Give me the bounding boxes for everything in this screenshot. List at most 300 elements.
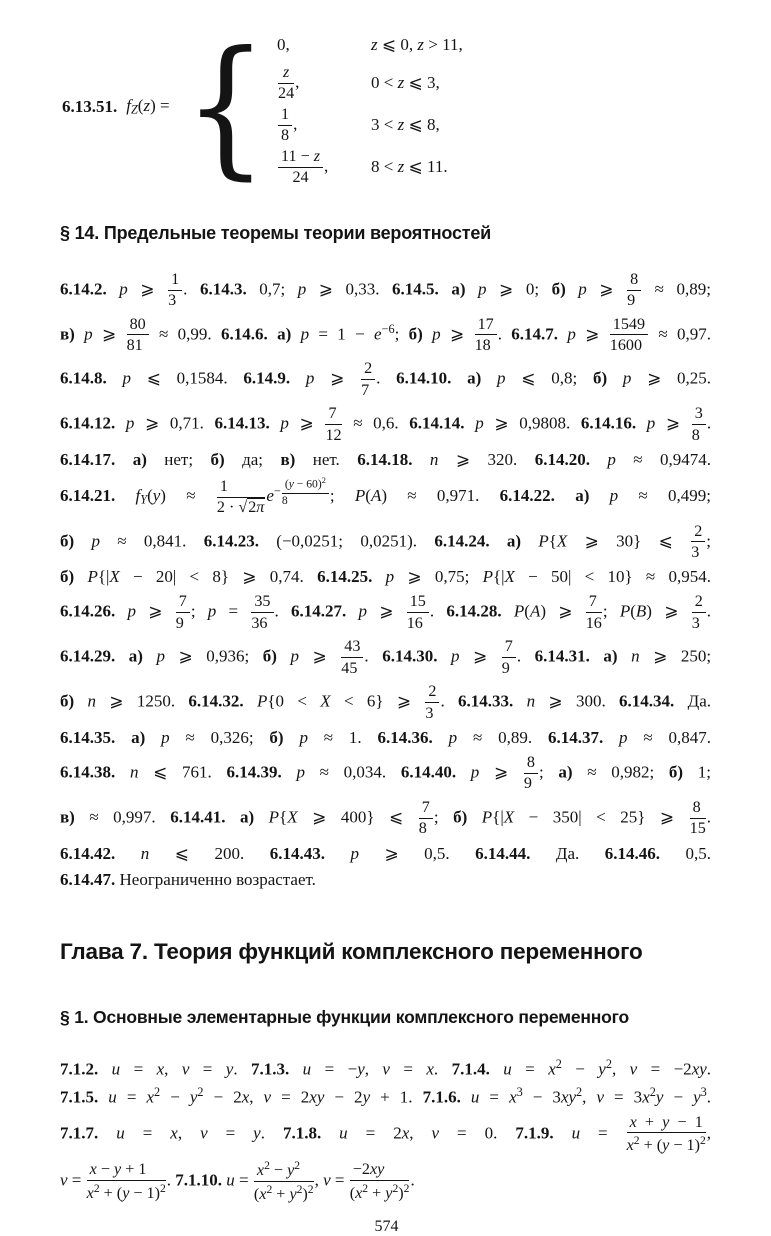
text-run — [107, 279, 120, 298]
text-run: Да. — [674, 691, 711, 711]
math-var: v — [596, 1087, 604, 1107]
fraction — [86, 1161, 167, 1202]
text-run — [589, 486, 609, 505]
text-run — [554, 1123, 572, 1142]
text-run: 18 — [474, 336, 491, 354]
fraction-numerator — [168, 271, 182, 291]
text-run: 24 — [292, 169, 309, 187]
text-run: , — [324, 156, 329, 176]
bold-run: а) — [131, 728, 146, 748]
bold-run: б) — [592, 368, 608, 388]
fraction-denominator — [407, 613, 429, 632]
bold-run: 7.1.4. — [451, 1059, 490, 1079]
text-run: 16 — [585, 614, 602, 632]
fraction — [418, 799, 434, 838]
text-run — [115, 728, 131, 747]
math-var: x — [401, 1122, 410, 1142]
bold-run: 7.1.3. — [251, 1059, 290, 1079]
math-var: e — [374, 323, 382, 343]
text-run: 2 — [699, 1133, 706, 1147]
text-run: = 1 − — [309, 323, 375, 343]
bold-run: 6.14.35. — [60, 728, 116, 748]
text-run: ( — [147, 486, 153, 506]
text-run: 0,7; — [246, 278, 298, 298]
bold-run: б) — [60, 691, 75, 711]
math-var: p — [450, 646, 460, 666]
text-run: 2 — [294, 1159, 301, 1173]
text-run: 8 — [526, 754, 535, 772]
bold-run: а) — [277, 323, 292, 343]
math-var: v — [431, 1122, 440, 1142]
text-run: ) ⩾ — [540, 601, 585, 621]
text-run: 9 — [501, 659, 510, 677]
text-run — [225, 807, 240, 826]
text-run — [115, 602, 127, 621]
text-run — [115, 844, 141, 863]
answers-paragraph-7-1 — [60, 1054, 711, 1207]
bold-run: а) — [467, 368, 482, 388]
text-run: , — [409, 1122, 432, 1142]
text-run: . — [429, 601, 447, 621]
text-run: = — [120, 1059, 157, 1079]
text-run: ≈ 0,9474. — [615, 450, 712, 470]
fraction — [691, 405, 707, 444]
text-run: ⩾ 400} ⩽ — [297, 807, 418, 827]
fraction-denominator — [176, 613, 190, 632]
math-var: P — [354, 486, 366, 506]
text-run: ) = — [150, 96, 170, 116]
bold-run: 6.14.47. — [60, 869, 116, 889]
math-var: x — [241, 1087, 250, 1107]
fraction — [626, 1114, 707, 1155]
text-run: ) — [398, 1184, 404, 1202]
math-var: P — [481, 807, 493, 827]
text-run — [270, 414, 281, 433]
math-var: P — [538, 530, 549, 550]
math-var: p — [478, 278, 487, 298]
math-var: p — [567, 323, 576, 343]
fraction-denominator — [690, 819, 706, 838]
text-run: {| — [492, 567, 505, 587]
math-var: v — [60, 1170, 68, 1190]
bold-run: 6.14.2. — [60, 278, 107, 298]
bold-run: 6.14.3. — [199, 278, 247, 298]
text-run: = — [580, 1122, 626, 1142]
text-run — [282, 762, 297, 781]
text-run — [74, 531, 91, 550]
text-run: . — [376, 368, 397, 388]
text-run: , — [249, 1087, 264, 1107]
fraction-numerator — [176, 593, 190, 613]
math-var: A — [370, 486, 382, 506]
text-run: ) ≈ 0,971. — [381, 486, 500, 506]
math-var: p — [122, 368, 131, 388]
text-run: ≈ 0,499; — [618, 486, 712, 506]
text-run: − 1) — [129, 1184, 160, 1202]
text-run: ≈ 0,841. — [99, 530, 204, 550]
fraction-denominator — [475, 335, 497, 354]
text-run: { — [279, 807, 288, 827]
text-run: , — [293, 114, 298, 134]
text-run: 1 — [219, 477, 228, 495]
text-run: ≈ 0,89; — [642, 278, 712, 298]
fraction-numerator — [278, 148, 323, 168]
math-var: y — [287, 1162, 295, 1180]
text-run: 1549 — [612, 315, 646, 333]
text-run — [284, 728, 300, 747]
text-run: ⩾ — [136, 601, 175, 621]
text-run: − — [663, 1087, 694, 1107]
text-run: . — [706, 807, 712, 827]
text-run: = 2 — [347, 1122, 402, 1142]
fraction-denominator — [361, 380, 375, 399]
fraction — [277, 148, 324, 187]
math-var: p — [125, 413, 135, 433]
text-run: . — [706, 413, 712, 433]
math-var: X — [556, 530, 568, 550]
text-run: 9 — [627, 292, 636, 310]
fraction — [281, 476, 330, 507]
text-run — [115, 486, 135, 505]
text-run: − 2 — [203, 1087, 242, 1107]
answer-line — [60, 1157, 711, 1206]
bold-run: 7.1.2. — [60, 1059, 99, 1079]
text-run: 2 — [694, 522, 703, 540]
bold-run: б) — [262, 646, 277, 666]
math-var: p — [609, 486, 619, 506]
text-run: ⩾ — [127, 278, 168, 298]
fraction-denominator — [610, 335, 648, 354]
answer-line — [60, 590, 711, 635]
math-var: y — [362, 1087, 371, 1107]
bold-run: 6.14.17. — [60, 450, 116, 470]
bold-run: в) — [280, 450, 296, 470]
math-var: p — [350, 843, 359, 863]
text-run: 8 — [630, 270, 639, 288]
math-var: z — [143, 96, 151, 116]
text-run: ≈ 0,99. — [149, 323, 221, 343]
bold-run: 6.14.39. — [226, 762, 282, 782]
text-run: 2 — [694, 593, 703, 611]
bold-run: а) — [558, 762, 573, 782]
text-run — [290, 369, 306, 388]
case-row — [277, 148, 463, 187]
bold-run: а) — [132, 450, 147, 470]
text-run: ≈ 0,97. — [649, 323, 712, 343]
text-run: нет; — [146, 450, 211, 470]
text-run: = — [511, 1059, 549, 1079]
text-run: ⩾ 300. — [535, 691, 620, 711]
text-run — [423, 324, 432, 343]
text-run: 2 — [264, 1159, 270, 1173]
text-run: 2 — [576, 1085, 583, 1100]
fraction-numerator — [217, 478, 266, 498]
math-var: y — [655, 1087, 664, 1107]
text-run — [513, 692, 526, 711]
math-var: x — [548, 1059, 556, 1079]
math-var: z — [282, 64, 290, 81]
text-run: ⩾ 1250. — [95, 691, 189, 711]
math-var: X — [503, 807, 515, 827]
bold-run: 6.14.41. — [170, 807, 226, 827]
superscript — [404, 1182, 410, 1195]
bold-run: 6.14.43. — [269, 843, 325, 863]
math-var: Y — [140, 492, 148, 507]
text-run: . — [364, 646, 383, 666]
text-run — [115, 414, 126, 433]
text-run: , — [706, 1122, 712, 1142]
case-value — [277, 106, 371, 145]
text-run: − 350| < 25} ⩾ — [514, 807, 689, 827]
math-var: p — [299, 728, 308, 748]
math-var: p — [297, 278, 307, 298]
answer-line — [60, 357, 711, 402]
text-run: < 6} ⩾ — [330, 691, 425, 711]
math-var: x — [626, 1136, 634, 1154]
bold-run: 6.14.37. — [547, 728, 604, 748]
answer-line — [60, 268, 711, 313]
text-run: 45 — [341, 659, 358, 677]
math-var: x — [426, 1059, 434, 1079]
math-var: f — [135, 486, 141, 506]
fraction-denominator — [127, 335, 149, 354]
fraction-denominator — [692, 613, 706, 632]
fraction — [523, 754, 539, 793]
math-var: Z — [130, 103, 138, 118]
case-value — [277, 35, 371, 55]
cases-list — [277, 28, 463, 187]
text-run — [607, 369, 623, 388]
text-run: 2 — [296, 1182, 303, 1196]
math-var: xy — [369, 1161, 385, 1179]
math-var: x — [89, 1161, 97, 1179]
text-run: = — [479, 1087, 510, 1107]
text-run: 7 — [421, 798, 430, 816]
superscript — [273, 476, 330, 508]
math-var: P — [268, 807, 280, 827]
superscript — [294, 1159, 300, 1172]
text-run: 15 — [689, 820, 706, 838]
fraction-numerator — [419, 799, 433, 819]
text-run: ; — [329, 486, 355, 506]
text-run: . — [706, 1059, 712, 1079]
text-run — [321, 1123, 339, 1142]
math-var: n — [129, 762, 139, 782]
text-run: 15 — [409, 593, 426, 611]
text-run: Да. — [530, 843, 605, 863]
math-var: p — [578, 278, 587, 298]
answer-line — [60, 473, 711, 519]
text-run: 2 — [197, 1085, 204, 1100]
text-run: − — [96, 1161, 114, 1179]
page-number: 574 — [374, 1218, 399, 1236]
fraction-denominator — [691, 542, 705, 561]
text-run — [481, 369, 497, 388]
fraction-numerator — [690, 799, 706, 819]
fraction — [501, 638, 517, 677]
fraction-denominator — [278, 84, 294, 103]
bold-run: 6.14.7. — [511, 323, 559, 343]
case-condition — [371, 73, 440, 93]
bold-run: б) — [269, 728, 284, 748]
bold-run: б) — [453, 807, 468, 827]
text-run — [244, 692, 257, 711]
fraction-denominator — [254, 1182, 314, 1203]
math-var: p — [385, 567, 395, 587]
problem-6-13-51 — [62, 20, 713, 195]
text-run: = — [389, 1059, 427, 1079]
bold-run: 6.14.6. — [221, 323, 268, 343]
fraction-numerator — [524, 754, 538, 774]
math-var: n — [631, 646, 640, 666]
bold-run: а) — [128, 646, 143, 666]
text-run: 0 < — [371, 73, 398, 93]
text-run: . — [166, 1170, 176, 1190]
text-run: + ( — [99, 1184, 123, 1202]
text-run: ⩾ — [655, 413, 691, 433]
math-var: p — [305, 368, 315, 388]
text-run: 8 — [281, 494, 288, 508]
fraction — [585, 593, 603, 632]
text-run: ( — [365, 486, 371, 506]
text-run: 8 — [281, 127, 290, 145]
math-var: p — [91, 530, 100, 550]
text-run: {| — [97, 567, 110, 587]
text-run — [143, 647, 157, 666]
text-run — [325, 844, 351, 863]
bold-run: а) — [603, 646, 618, 666]
text-run: . — [516, 646, 535, 666]
bold-run: 6.14.12. — [60, 413, 116, 433]
math-var: p — [119, 278, 128, 298]
text-run — [558, 324, 567, 343]
math-var: u — [470, 1087, 480, 1107]
math-var: x — [156, 1059, 165, 1079]
fraction-numerator — [627, 271, 641, 291]
math-var: y — [357, 1059, 365, 1079]
text-run: ( — [137, 96, 144, 116]
text-run: −2 — [352, 1161, 370, 1179]
math-var: x — [355, 1184, 363, 1202]
text-run — [467, 807, 482, 826]
answer-line — [60, 1111, 711, 1158]
math-var: n — [429, 450, 439, 470]
bold-run: б) — [210, 450, 225, 470]
math-var: u — [571, 1122, 581, 1142]
fraction-denominator — [251, 613, 273, 632]
text-run: 8 < — [371, 157, 398, 177]
math-var: y — [225, 1059, 234, 1079]
math-var: n — [87, 691, 96, 711]
fraction — [626, 271, 642, 310]
section-14-heading: § 14. Предельные теоремы теории вероятностей — [60, 222, 492, 243]
fraction — [691, 593, 707, 632]
math-var: z — [313, 147, 321, 165]
text-run: 7 — [328, 405, 337, 423]
answer-line — [60, 680, 711, 725]
math-var: X — [504, 567, 515, 587]
text-run: − 60) — [293, 477, 322, 491]
math-var: x — [256, 1162, 265, 1180]
bold-run: 6.14.9. — [243, 368, 291, 388]
text-run: , — [314, 1170, 324, 1190]
text-run: . — [706, 601, 712, 621]
text-run: − 1) — [669, 1136, 700, 1154]
math-var: u — [339, 1122, 348, 1142]
bold-run: 6.14.16. — [580, 413, 637, 433]
math-var: A — [529, 601, 541, 621]
bold-run: 7.1.10. — [175, 1170, 223, 1190]
fraction-numerator — [407, 593, 429, 613]
text-run: ⩾ — [298, 646, 341, 666]
text-run: 2 — [555, 1056, 562, 1071]
text-run: 2 — [307, 1182, 314, 1196]
math-var: x — [86, 1184, 94, 1202]
text-run: 2 — [362, 1181, 369, 1195]
bold-run: 6.14.46. — [604, 843, 661, 863]
text-run: . — [706, 1087, 712, 1107]
math-var: v — [323, 1170, 331, 1190]
text-run — [75, 324, 84, 343]
math-var: p — [161, 728, 170, 748]
text-run: ⩾ — [367, 601, 406, 621]
bold-run: 6.14.23. — [203, 530, 259, 550]
text-run: ⩾ 0,33. — [306, 278, 393, 298]
bold-run: 6.14.44. — [475, 843, 531, 863]
text-run: = — [207, 1122, 254, 1142]
section-7-1-heading: § 1. Основные элементарные функции комплексного переменного — [60, 1006, 629, 1027]
text-run — [115, 762, 130, 781]
text-run — [590, 647, 604, 666]
math-var: y — [662, 1113, 670, 1131]
fraction-numerator — [127, 316, 149, 336]
math-var: u — [226, 1170, 235, 1190]
text-run: 11 − — [281, 147, 314, 165]
fraction-denominator — [627, 291, 641, 310]
bold-run: а) — [451, 278, 466, 298]
math-var: P — [256, 691, 268, 711]
bold-run: в) — [60, 323, 75, 343]
text-run: = — [116, 1087, 147, 1107]
math-var: p — [127, 601, 136, 621]
text-run — [439, 279, 452, 298]
fraction-denominator — [627, 1133, 706, 1154]
fraction-denominator — [278, 126, 292, 145]
text-run: ⩽ 761. — [138, 762, 227, 782]
superscript — [700, 1134, 706, 1147]
text-run — [618, 647, 632, 666]
fraction-denominator — [278, 168, 323, 187]
text-run — [412, 450, 429, 469]
fraction-numerator — [341, 638, 363, 658]
text-run: = − — [311, 1059, 358, 1079]
text-run: ⩽ 8, — [404, 115, 440, 135]
text-run — [145, 728, 161, 747]
fraction-denominator — [350, 1181, 410, 1202]
fraction — [340, 638, 364, 677]
bold-run: 6.14.5. — [392, 278, 439, 298]
text-run — [254, 807, 269, 826]
fraction — [277, 64, 295, 103]
text-run — [277, 647, 291, 666]
answer-line — [60, 725, 711, 751]
text-run: ⩾ 0; — [486, 278, 552, 298]
text-run: ⩾ 30} ⩽ — [567, 530, 691, 550]
text-run: ≈ 0,89. — [457, 728, 548, 748]
case-value — [277, 148, 371, 187]
text-run: 36 — [251, 614, 268, 632]
text-run — [291, 324, 300, 343]
